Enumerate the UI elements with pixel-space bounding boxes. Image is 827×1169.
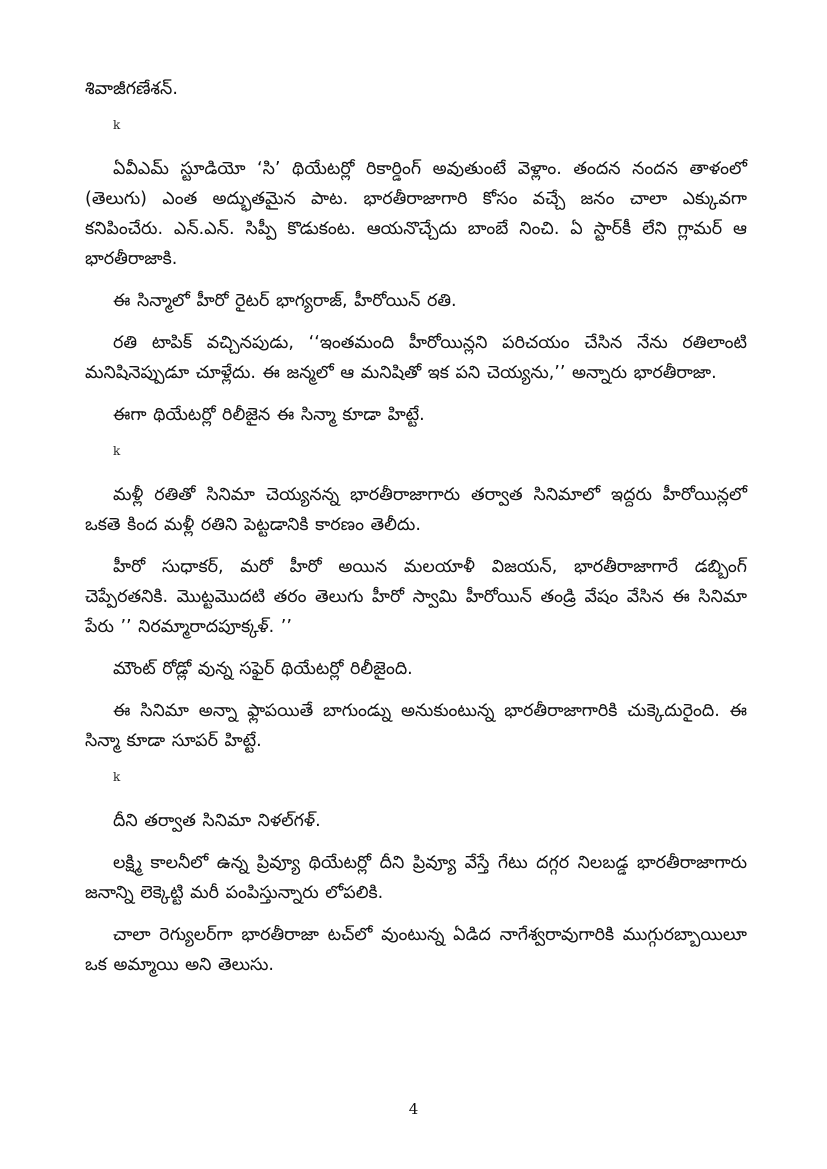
paragraph-1: శివాజీగణేశన్. [85, 79, 178, 99]
section-separator: k [113, 444, 121, 458]
paragraph-4: రతి టాపిక్ వచ్చినపుడు, ‘‘ఇంతమంది హీరోయిన్లని పరిచయం చేసిన నేను రతిలాంటి మనిషినెప్పుడూ చూళ్లేదు. ఈ జన్మలో ఆ మనిషితో ఇక పని చెయ్యను,’’ అన్నారు భారతీరాజా. [85, 333, 747, 383]
paragraph-12: చాలా రెగ్యులర్‌గా భారతీరాజా టచ్‌లో వుంటున్న ఏడిద నాగేశ్వరావుగారికి ముగ్గురబ్బాయిలూ ఒక అమ్మాయి అని తెలుసు. [85, 925, 747, 975]
paragraph-2: ఏవీఎమ్ స్టూడియో ‘సి’ థియేటర్లో రికార్డింగ్ అవుతుంటే వెళ్లాం. తందన నందన తాళంలో (తెలుగు) ఎంత అద్భుతమైన పాట. భారతీరాజాగారి కోసం వచ్చే జనం చాలా ఎక్కువగా కనిపించేరు. ఎన్.ఎన్. సిప్పీ కొడుకంట. ఆయనొచ్చేదు బాంబే నించి. ఏ స్టార్‌కీ లేని గ్లామర్ ఆ భారతీరాజాకి. [85, 159, 747, 269]
paragraph-6: మళ్లీ రతితో సినిమా చెయ్యనన్న భారతీరాజాగారు తర్వాత సినిమాలో ఇద్దరు హీరోయిన్లలో ఒకతె కింద మళ్లీ రతిని పెట్టడానికి కారణం తెలీదు. [85, 485, 747, 535]
paragraph-8: మౌంట్ రోడ్లో వున్న సఫైర్ థియేటర్లో రిలీజైంది. [113, 659, 413, 679]
paragraph-3: ఈ సిన్మాలో హీరో రైటర్ భాగ్యరాజ్, హీరోయిన్ రతి. [113, 291, 457, 311]
document-page [85, 74, 747, 992]
section-separator: k [113, 770, 121, 784]
paragraph-7: హీరో సుధాకర్, మరో హీరో అయిన మలయాళీ విజయన్, భారతీరాజాగారే డబ్బింగ్ చెప్పేరతనికి. మొట్టమొదటి తరం తెలుగు హీరో స్వామి హీరోయిన్ తండ్రి వేషం వేసిన ఈ సినిమా పేరు ’’ నిరమ్మారాదపూక్కళ్. ’’ [85, 557, 747, 637]
paragraph-10: దీని తర్వాత సినిమా నిళల్‌గళ్. [113, 811, 321, 831]
paragraph-11: లక్ష్మి కాలనీలో ఉన్న ప్రివ్యూ థియేటర్లో దీని ప్రివ్యూ వేస్తే గేటు దగ్గర నిలబడ్డ భారతీరాజాగారు జనాన్ని లెక్కెట్టి మరీ పంపిస్తున్నారు లోపలికి. [85, 853, 747, 903]
page-number: 4 [408, 1100, 419, 1118]
section-separator: k [113, 118, 121, 132]
paragraph-9: ఈ సినిమా అన్నా ఫ్లాపయితే బాగుండ్ను అనుకుంటున్న భారతీరాజాగారికి చుక్కెదురైంది. ఈ సిన్మా కూడా సూపర్ హిట్టే. [85, 701, 747, 751]
paragraph-5: ఈగా థియేటర్లో రిలీజైన ఈ సిన్మా కూడా హిట్టే. [113, 405, 425, 425]
